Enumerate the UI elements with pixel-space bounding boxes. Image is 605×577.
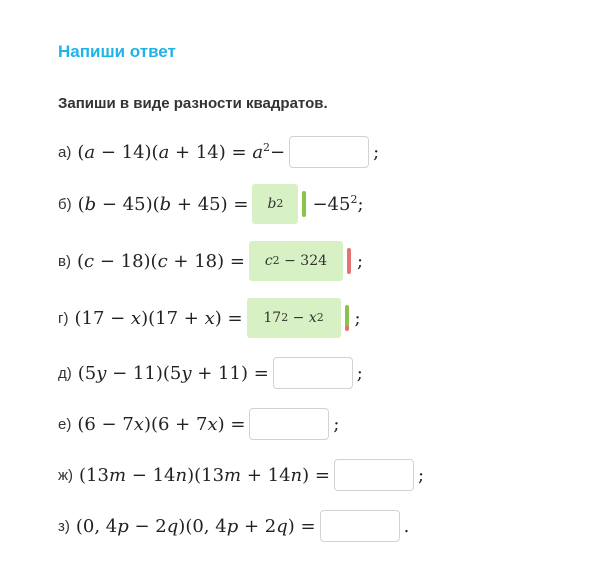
equation-row-v (58, 243, 363, 279)
answer-input-zh[interactable] (334, 459, 414, 491)
mixed-mark (345, 305, 349, 331)
equation-suffix: ; (373, 141, 380, 163)
equation-row-g (58, 300, 361, 336)
task-instruction: Запиши в виде разности квадратов. (58, 95, 328, 112)
equation-text: (b − 45)(b + 45) = (77, 193, 249, 215)
equation-text: (5y − 11)(5y + 11) = (77, 362, 269, 384)
row-label: з) (58, 517, 70, 535)
answer-input-v[interactable]: c 2 − 324 (249, 241, 343, 281)
answer-input-d[interactable] (273, 357, 353, 389)
row-label: е) (58, 415, 72, 433)
row-label: а) (58, 143, 72, 161)
answer-input-b[interactable]: b 2 (252, 184, 298, 224)
equation-suffix: ; (354, 307, 361, 329)
incorrect-mark (347, 248, 351, 274)
answer-input-a[interactable] (289, 136, 369, 168)
equation-text: (0, 4p − 2q)(0, 4p + 2q) = (75, 515, 316, 537)
equation-suffix: . (403, 515, 410, 537)
equation-row-e (58, 406, 340, 442)
row-label: ж) (58, 466, 74, 484)
page-title: Напиши ответ (58, 42, 176, 61)
row-label: г) (58, 309, 69, 327)
equation-row-b (58, 186, 364, 222)
equation-text: (6 − 7x)(6 + 7x) = (77, 413, 246, 435)
row-label: в) (58, 252, 71, 270)
correct-mark (302, 191, 306, 217)
equation-row-z (58, 508, 409, 544)
row-label: д) (58, 364, 72, 382)
equation-text: (c − 18)(c + 18) = (76, 250, 245, 272)
equation-suffix: ; (333, 413, 340, 435)
equation-row-a (58, 134, 379, 170)
equation-suffix: ; (356, 362, 363, 384)
equation-suffix: $-45^2$; (312, 192, 364, 215)
equation-row-zh (58, 457, 424, 493)
answer-input-e[interactable] (249, 408, 329, 440)
equation-suffix: ; (417, 464, 425, 486)
equation-suffix: ; (356, 250, 364, 272)
row-label: б) (58, 195, 72, 213)
equation-row-d (58, 355, 363, 391)
answer-input-g[interactable]: 17 2 − x 2 (247, 298, 341, 338)
equation-text: $(a - 14)(a + 14) = a^2-$ (77, 140, 286, 163)
equation-text: (13m − 14n)(13m + 14n) = (79, 464, 330, 486)
equation-text: (17 − x)(17 + x) = (74, 307, 243, 329)
answer-input-z[interactable] (320, 510, 400, 542)
